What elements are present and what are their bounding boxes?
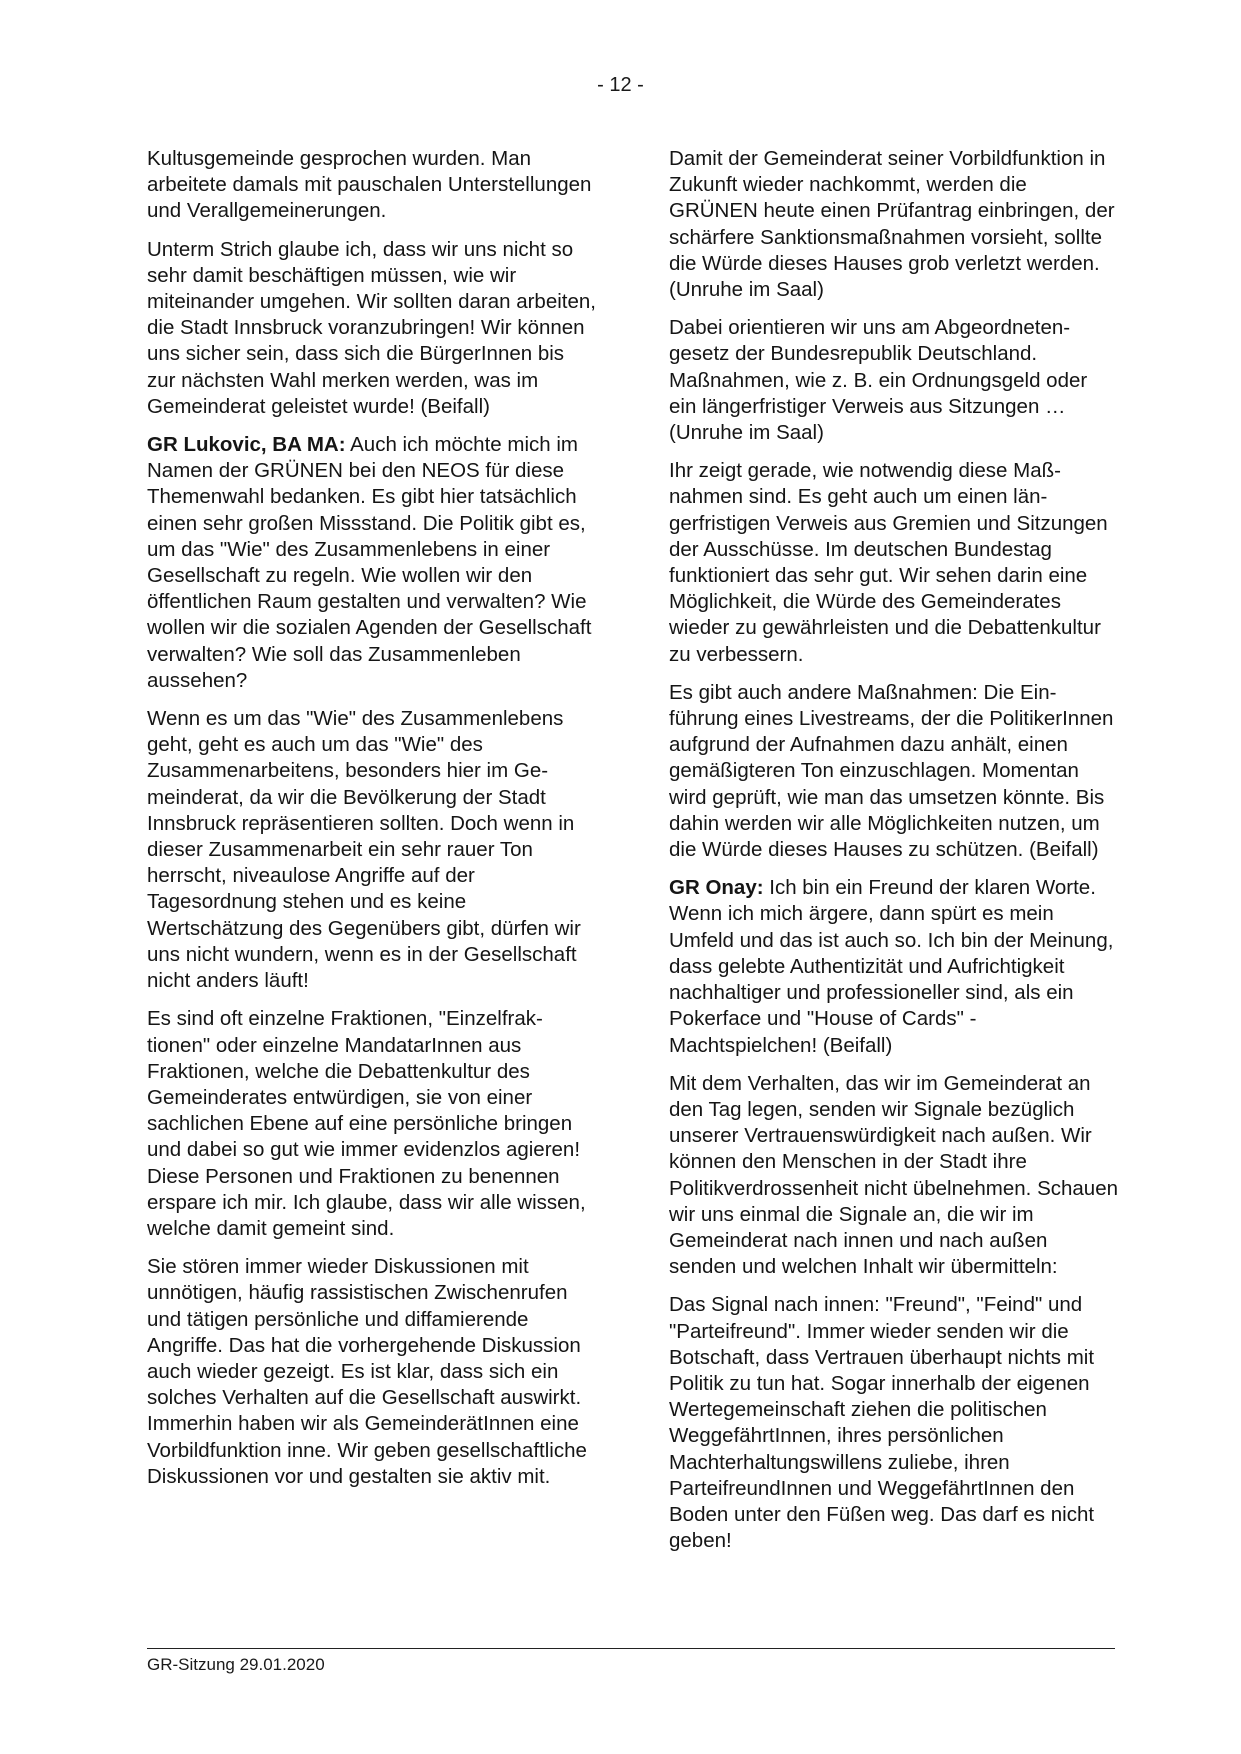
paragraph-text: Dabei orientieren wir uns am Abgeordnetengesetz der Bundesrepublik Deutschland. Maßnahmen, wie z. B. ein Ordnungsgeld oder ein längerfristiger Verweis aus Sitzungen … (Unruhe im Saal) bbox=[669, 316, 1088, 445]
paragraph bbox=[669, 146, 1119, 303]
paragraph bbox=[669, 1292, 1119, 1554]
footer-session-date: GR-Sitzung 29.01.2020 bbox=[147, 1655, 325, 1674]
paragraph bbox=[147, 146, 597, 225]
paragraph-text: Kultusgemeinde gesprochen wurden. Man arbeitete damals mit pauschalen Unterstellungen und Verallgemeinerungen. bbox=[147, 147, 592, 223]
right-column bbox=[669, 146, 1119, 1566]
paragraph-text: Wenn es um das "Wie" des Zusammenlebens geht, geht es auch um das "Wie" des Zusammenarbeitens, besonders hier im Gemeinderat, da wir die Bevölkerung der Stadt Innsbruck repräsentieren sollten. Doch wenn in dieser Zusammenarbeit ein sehr rauer Ton herrscht, niveaulose Angriffe auf der Tagesordnung stehen und es keine Wertschätzung des Gegenübers gibt, dürfen wir uns nicht wundern, wenn es in der Gesellschaft nicht anders läuft! bbox=[147, 707, 581, 993]
paragraph-text: Das Signal nach innen: "Freund", "Feind" und "Parteifreund". Immer wieder senden wir die Botschaft, dass Vertrauen überhaupt nichts mit Politik zu tun hat. Sogar innerhalb der eigenen Wertegemeinschaft ziehen die politischen WeggefährtInnen, ihres persönlichen Machterhaltungswillens zuliebe, ihren ParteifreundInnen und WeggefährtInnen den Boden unter den Füßen weg. Das darf es nicht geben! bbox=[669, 1293, 1095, 1553]
speaker-name: GR Lukovic, BA MA: bbox=[147, 433, 346, 457]
footer-divider bbox=[147, 1648, 1115, 1649]
paragraph-text: Ihr zeigt gerade, wie notwendig diese Maßnahmen sind. Es geht auch um einen längerfristigen Verweis aus Gremien und Sitzungen der Ausschüsse. Im deutschen Bundestag funktioniert das sehr gut. Wir sehen darin eine Möglichkeit, die Würde des Gemeinderates wieder zu gewährleisten und die Debattenkultur zu verbessern. bbox=[669, 459, 1108, 666]
paragraph bbox=[669, 680, 1119, 863]
paragraph bbox=[147, 1254, 597, 1490]
paragraph bbox=[669, 315, 1119, 446]
paragraph bbox=[147, 706, 597, 994]
paragraph-text: Damit der Gemeinderat seiner Vorbildfunktion in Zukunft wieder nachkommt, werden die GRÜNEN heute einen Prüfantrag einbringen, der schärfere Sanktionsmaßnahmen vorsieht, sollte die Würde dieses Hauses grob verletzt werden. (Unruhe im Saal) bbox=[669, 147, 1115, 302]
paragraph bbox=[147, 1006, 597, 1242]
paragraph-text: Ich bin ein Freund der klaren Worte. Wenn ich mich ärgere, dann spürt es mein Umfeld und das ist auch so. Ich bin der Meinung, dass gelebte Authentizität und Aufrichtigkeit nachhaltiger und professioneller sind, als ein Pokerface und "House of Cards" - Machtspielchen! (Beifall) bbox=[669, 876, 1114, 1057]
paragraph bbox=[669, 875, 1119, 1058]
paragraph bbox=[147, 237, 597, 420]
paragraph-text: Es gibt auch andere Maßnahmen: Die Einführung eines Livestreams, der die PolitikerInnen aufgrund der Aufnahmen dazu anhält, einen gemäßigteren Ton einzuschlagen. Momentan wird geprüft, wie man das umsetzen könnte. Bis dahin werden wir alle Möglichkeiten nutzen, um die Würde dieses Hauses zu schützen. (Beifall) bbox=[669, 680, 1114, 862]
paragraph-text: Unterm Strich glaube ich, dass wir uns nicht so sehr damit beschäftigen müssen, wie wir miteinander umgehen. Wir sollten daran arbeiten, die Stadt Innsbruck voranzubringen! Wir können uns sicher sein, dass sich die BürgerInnen bis zur nächsten Wahl merken werden, was im Gemeinderat geleistet wurde! (Beifall) bbox=[147, 237, 596, 418]
paragraph bbox=[669, 1071, 1119, 1281]
paragraph bbox=[669, 458, 1119, 668]
paragraph-text: Mit dem Verhalten, das wir im Gemeinderat an den Tag legen, senden wir Signale bezüglich unserer Vertrauenswürdigkeit nach außen. Wir können den Menschen in der Stadt ihre Politikverdrossenheit nicht übelnehmen. Schauen wir uns einmal die Signale an, die wir im Gemeinderat nach innen und nach außen senden und welchen Inhalt wir übermitteln: bbox=[669, 1071, 1118, 1279]
paragraph-text: Auch ich möchte mich im Namen der GRÜNEN bei den NEOS für diese Themenwahl bedanken. Es gibt hier tatsächlich einen sehr großen Missstand. Die Politik gibt es, um das "Wie" des Zusammenlebens in einer Gesellschaft zu regeln. Wie wollen wir den öffentlichen Raum gestalten und verwalten? Wie wollen wir die sozialen Agenden der Gesellschaft verwalten? Wie soll das Zusammenleben aussehen? bbox=[147, 433, 592, 692]
left-column bbox=[147, 146, 597, 1502]
paragraph-text: Es sind oft einzelne Fraktionen, "Einzelfraktionen" oder einzelne MandatarInnen aus Fraktionen, welche die Debattenkultur des Gemeinderates entwürdigen, sie von einer sachlichen Ebene auf eine persönliche bringen und dabei so gut wie immer evidenzlos agieren! Diese Personen und Fraktionen zu benennen erspare ich mir. Ich glaube, dass wir alle wissen, welche damit gemeint sind. bbox=[147, 1007, 586, 1240]
speaker-name: GR Onay: bbox=[669, 876, 764, 900]
paragraph bbox=[147, 432, 597, 694]
page-number: - 12 - bbox=[597, 74, 644, 96]
paragraph-text: Sie stören immer wieder Diskussionen mit unnötigen, häufig rassistischen Zwischenrufen und tätigen persönliche und diffamierende Angriffe. Das hat die vorhergehende Diskussion auch wieder gezeigt. Es ist klar, dass sich ein solches Verhalten auf die Gesellschaft auswirkt. Immerhin haben wir als GemeinderätInnen eine Vorbildfunktion inne. Wir geben gesellschaftliche Diskussionen vor und gestalten sie aktiv mit. bbox=[147, 1255, 587, 1488]
